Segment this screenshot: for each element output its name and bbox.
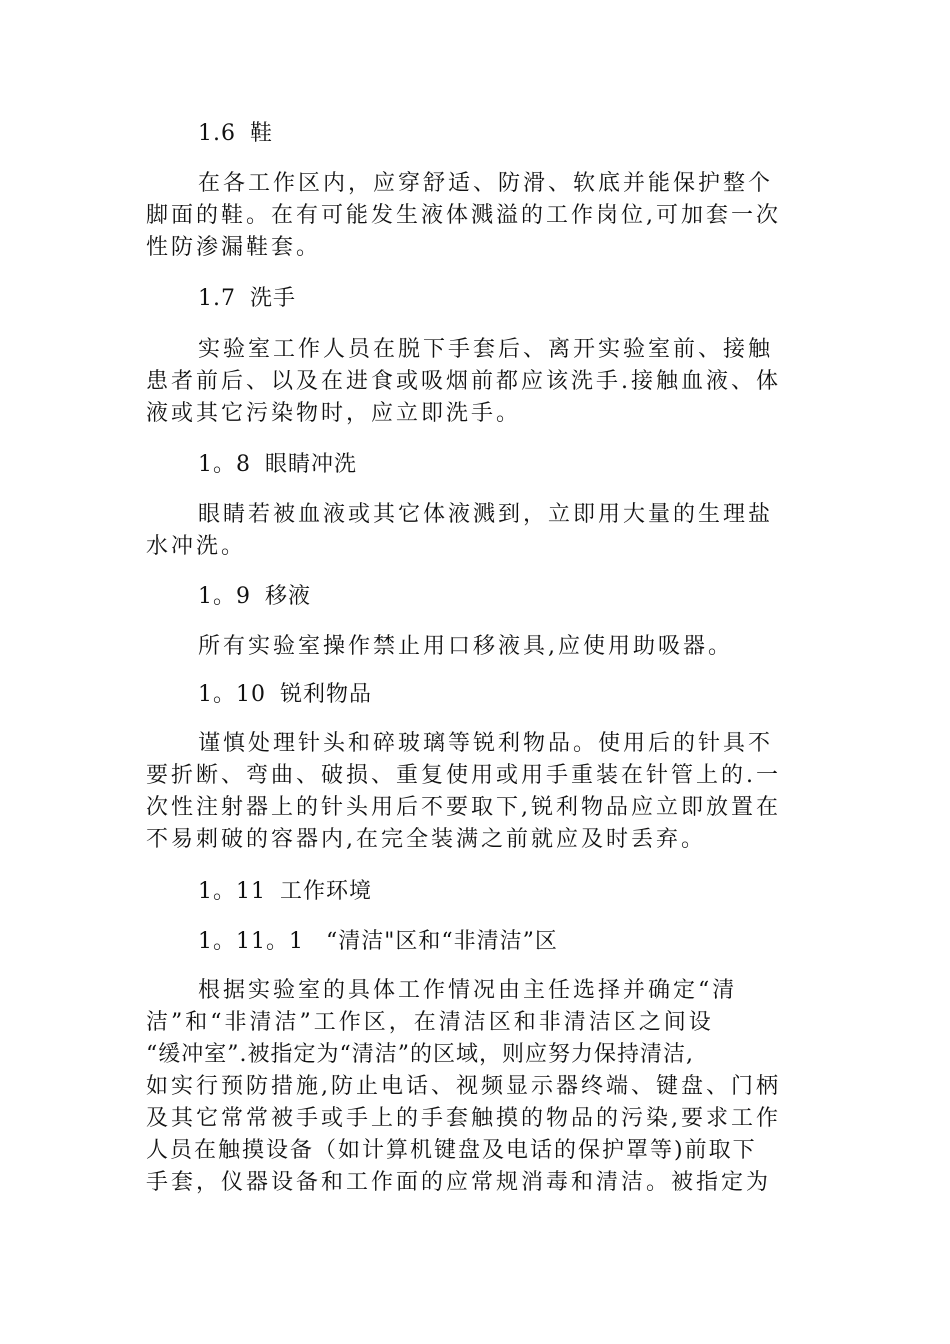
heading-number: 1。10 xyxy=(198,682,266,707)
heading-title: 锐利物品 xyxy=(280,682,373,707)
paragraph-line: 在各工作区内，应穿舒适、防滑、软底并能保护整个 xyxy=(198,171,774,196)
heading-number: 1.7 xyxy=(198,286,236,311)
heading-title: 眼睛冲洗 xyxy=(265,452,358,477)
paragraph-line: 洁”和“非清洁”工作区，在清洁区和非清洁区之间设 xyxy=(146,1010,714,1035)
section-heading-1-11 xyxy=(146,876,858,908)
paragraph-line: 脚面的鞋。在有可能发生液体溅溢的工作岗位,可加套一次 xyxy=(146,203,781,228)
paragraph-line: 水冲洗。 xyxy=(146,534,247,559)
section-heading-1-8 xyxy=(146,449,858,481)
paragraph-line: 人员在触摸设备（如计算机键盘及电话的保护罩等)前取下 xyxy=(146,1138,757,1163)
paragraph-line: 所有实验室操作禁止用口移液具,应使用助吸器。 xyxy=(198,634,733,659)
paragraph-line: 根据实验室的具体工作情况由主任选择并确定“清 xyxy=(198,978,738,1003)
paragraph-line: 不易刺破的容器内,在完全装满之前就应及时丢弃。 xyxy=(146,827,706,852)
section-heading-1-9 xyxy=(146,581,858,613)
paragraph-clean-zones xyxy=(146,975,806,1199)
paragraph-line: “缓冲室”.被指定为“清洁”的区域，则应努力保持清洁, xyxy=(146,1042,694,1067)
heading-number: 1。11 xyxy=(198,879,266,904)
heading-number: 1.6 xyxy=(198,121,236,146)
section-heading-1-7 xyxy=(146,283,858,315)
paragraph-handwashing xyxy=(146,334,806,430)
paragraph-shoes xyxy=(146,168,806,264)
heading-number: 1。11。1 xyxy=(198,929,304,954)
section-heading-1-11-1 xyxy=(146,926,858,958)
heading-title: 工作环境 xyxy=(280,879,373,904)
paragraph-line: 谨慎处理针头和碎玻璃等锐利物品。使用后的针具不 xyxy=(198,731,774,756)
section-heading-1-10 xyxy=(146,679,858,711)
heading-title: “清洁"区和“非清洁”区 xyxy=(326,929,558,954)
paragraph-line: 要折断、弯曲、破损、重复使用或用手重装在针管上的.一 xyxy=(146,763,781,788)
heading-title: 移液 xyxy=(265,584,312,609)
paragraph-line: 性防渗漏鞋套。 xyxy=(146,235,322,260)
section-heading-1-6 xyxy=(146,118,858,150)
paragraph-line: 眼睛若被血液或其它体液溅到，立即用大量的生理盐 xyxy=(198,502,774,527)
paragraph-line: 如实行预防措施,防止电话、视频显示器终端、键盘、门柄 xyxy=(146,1074,781,1099)
heading-title: 洗手 xyxy=(250,286,297,311)
paragraph-pipetting xyxy=(146,631,806,663)
heading-number: 1。8 xyxy=(198,452,251,477)
paragraph-line: 实验室工作人员在脱下手套后、离开实验室前、接触 xyxy=(198,337,774,362)
paragraph-line: 液或其它污染物时，应立即洗手。 xyxy=(146,401,522,426)
paragraph-line: 手套，仪器设备和工作面的应常规消毒和清洁。被指定为 xyxy=(146,1170,772,1195)
heading-title: 鞋 xyxy=(250,121,274,146)
paragraph-line: 及其它常常被手或手上的手套触摸的物品的污染,要求工作 xyxy=(146,1106,781,1131)
paragraph-eyewash xyxy=(146,499,806,563)
paragraph-line: 次性注射器上的针头用后不要取下,锐利物品应立即放置在 xyxy=(146,795,781,820)
heading-number: 1。9 xyxy=(198,584,251,609)
paragraph-line: 患者前后、以及在进食或吸烟前都应该洗手.接触血液、体 xyxy=(146,369,781,394)
paragraph-sharps xyxy=(146,728,806,856)
